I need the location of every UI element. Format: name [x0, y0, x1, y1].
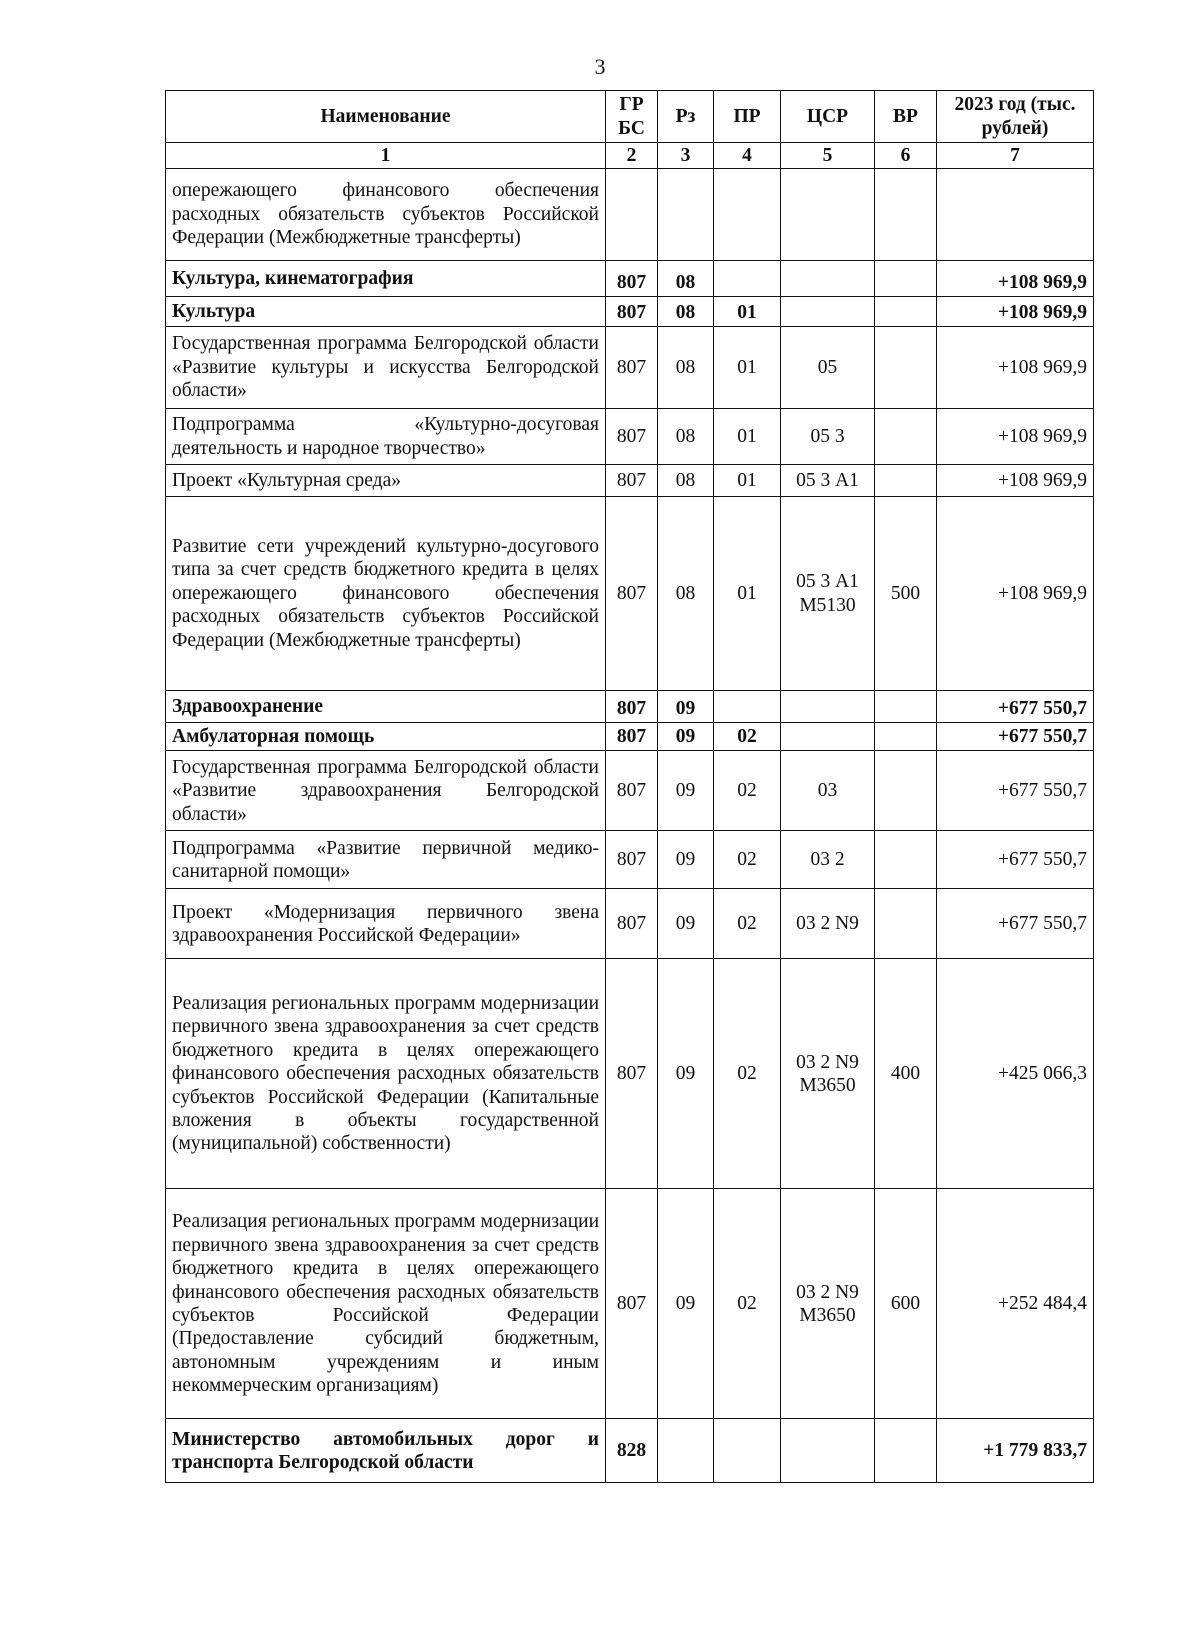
row-amount: +677 550,7 [937, 723, 1094, 751]
row-csr: 03 2 N9 М3650 [781, 1189, 875, 1419]
row-grbs: 807 [606, 889, 658, 959]
header-rz: Рз [658, 91, 714, 143]
row-grbs: 807 [606, 261, 658, 297]
row-pr: 02 [714, 1189, 781, 1419]
row-amount: +677 550,7 [937, 751, 1094, 831]
row-name: Культура [166, 297, 606, 327]
row-csr [781, 297, 875, 327]
row-amount: +1 779 833,7 [937, 1419, 1094, 1483]
row-grbs: 807 [606, 409, 658, 465]
row-vr [875, 465, 937, 497]
table-row [166, 1189, 1094, 1419]
row-grbs: 807 [606, 723, 658, 751]
table-row [166, 831, 1094, 889]
row-name: Амбулаторная помощь [166, 723, 606, 751]
header-vr: ВР [875, 91, 937, 143]
table-row [166, 327, 1094, 409]
row-pr: 02 [714, 959, 781, 1189]
row-name: Подпрограмма «Развитие первичной медико-санитарной помощи» [166, 831, 606, 889]
row-amount: +108 969,9 [937, 409, 1094, 465]
row-vr [875, 327, 937, 409]
row-csr [781, 1419, 875, 1483]
row-vr: 500 [875, 497, 937, 691]
table-row [166, 297, 1094, 327]
row-vr [875, 691, 937, 723]
header-row [166, 91, 1094, 143]
row-grbs [606, 169, 658, 261]
row-vr [875, 409, 937, 465]
row-vr [875, 831, 937, 889]
row-amount: +108 969,9 [937, 297, 1094, 327]
row-csr: 03 2 N9 [781, 889, 875, 959]
row-pr: 01 [714, 327, 781, 409]
row-name: Проект «Культурная среда» [166, 465, 606, 497]
row-csr: 05 3 [781, 409, 875, 465]
row-pr: 01 [714, 409, 781, 465]
row-pr: 02 [714, 831, 781, 889]
row-csr: 03 [781, 751, 875, 831]
row-grbs: 828 [606, 1419, 658, 1483]
row-rz: 08 [658, 297, 714, 327]
row-amount: +108 969,9 [937, 465, 1094, 497]
column-number: 2 [606, 143, 658, 169]
table-row [166, 465, 1094, 497]
row-amount [937, 169, 1094, 261]
header-name: Наименование [166, 91, 606, 143]
table-row [166, 751, 1094, 831]
table-row [166, 723, 1094, 751]
row-vr [875, 751, 937, 831]
row-amount: +677 550,7 [937, 831, 1094, 889]
row-csr [781, 169, 875, 261]
row-name: Здравоохранение [166, 691, 606, 723]
row-name: Подпрограмма «Культурно-досуговая деятельность и народное творчество» [166, 409, 606, 465]
row-pr: 01 [714, 297, 781, 327]
table-row [166, 1419, 1094, 1483]
row-name: Государственная программа Белгородской области «Развитие здравоохранения Белгородской области» [166, 751, 606, 831]
column-number: 4 [714, 143, 781, 169]
row-name: Министерство автомобильных дорог и транспорта Белгородской области [166, 1419, 606, 1483]
row-csr: 05 3 А1 М5130 [781, 497, 875, 691]
row-rz: 09 [658, 1189, 714, 1419]
table-row [166, 497, 1094, 691]
row-rz: 09 [658, 751, 714, 831]
row-vr [875, 297, 937, 327]
row-rz: 09 [658, 831, 714, 889]
row-rz: 08 [658, 465, 714, 497]
row-grbs: 807 [606, 751, 658, 831]
row-rz [658, 169, 714, 261]
row-name: Проект «Модернизация первичного звена здравоохранения Российской Федерации» [166, 889, 606, 959]
row-vr [875, 261, 937, 297]
row-grbs: 807 [606, 327, 658, 409]
row-pr: 02 [714, 889, 781, 959]
row-pr [714, 261, 781, 297]
row-name: Реализация региональных программ модернизации первичного звена здравоохранения за счет средств бюджетного кредита в целях опережающего финансового обеспечения расходных обязательств субъектов Российской Федерации (Капитальные вложения в объекты государственной (муниципальной) собственности) [166, 959, 606, 1189]
row-csr: 05 3 А1 [781, 465, 875, 497]
row-grbs: 807 [606, 297, 658, 327]
row-rz: 09 [658, 691, 714, 723]
row-pr: 01 [714, 465, 781, 497]
row-grbs: 807 [606, 465, 658, 497]
header-amount: 2023 год (тыс. рублей) [937, 91, 1094, 143]
column-number: 5 [781, 143, 875, 169]
row-name: опережающего финансового обеспечения расходных обязательств субъектов Российской Федерации (Межбюджетные трансферты) [166, 169, 606, 261]
row-csr [781, 261, 875, 297]
row-rz: 09 [658, 723, 714, 751]
row-grbs: 807 [606, 831, 658, 889]
table-row [166, 959, 1094, 1189]
row-grbs: 807 [606, 959, 658, 1189]
row-csr: 05 [781, 327, 875, 409]
row-rz: 09 [658, 959, 714, 1189]
column-number-row [166, 143, 1094, 169]
row-vr [875, 889, 937, 959]
row-pr [714, 1419, 781, 1483]
table-row [166, 691, 1094, 723]
column-number: 1 [166, 143, 606, 169]
row-rz [658, 1419, 714, 1483]
row-name: Развитие сети учреждений культурно-досугового типа за счет средств бюджетного кредита в целях опережающего финансового обеспечения расходных обязательств субъектов Российской Федерации (Межбюджетные трансферты) [166, 497, 606, 691]
header-pr: ПР [714, 91, 781, 143]
row-amount: +108 969,9 [937, 261, 1094, 297]
row-rz: 09 [658, 889, 714, 959]
column-number: 7 [937, 143, 1094, 169]
row-vr: 400 [875, 959, 937, 1189]
row-rz: 08 [658, 409, 714, 465]
row-csr: 03 2 [781, 831, 875, 889]
row-amount: +108 969,9 [937, 497, 1094, 691]
table-row [166, 261, 1094, 297]
row-amount: +252 484,4 [937, 1189, 1094, 1419]
row-amount: +108 969,9 [937, 327, 1094, 409]
row-pr: 02 [714, 751, 781, 831]
row-vr [875, 1419, 937, 1483]
row-amount: +425 066,3 [937, 959, 1094, 1189]
row-rz: 08 [658, 327, 714, 409]
row-vr: 600 [875, 1189, 937, 1419]
budget-table [165, 90, 1094, 1483]
row-grbs: 807 [606, 691, 658, 723]
table-row [166, 889, 1094, 959]
table-row [166, 409, 1094, 465]
header-grbs: ГР БС [606, 91, 658, 143]
row-name: Государственная программа Белгородской области «Развитие культуры и искусства Белгородской области» [166, 327, 606, 409]
row-csr [781, 723, 875, 751]
row-grbs: 807 [606, 497, 658, 691]
row-pr: 02 [714, 723, 781, 751]
row-grbs: 807 [606, 1189, 658, 1419]
column-number: 3 [658, 143, 714, 169]
row-csr: 03 2 N9 М3650 [781, 959, 875, 1189]
row-vr [875, 169, 937, 261]
column-number: 6 [875, 143, 937, 169]
row-pr: 01 [714, 497, 781, 691]
row-name: Реализация региональных программ модернизации первичного звена здравоохранения за счет средств бюджетного кредита в целях опережающего финансового обеспечения расходных обязательств субъектов Российской Федерации (Предоставление субсидий бюджетным, автономным учреждениям и иным некоммерческим организациям) [166, 1189, 606, 1419]
table-row [166, 169, 1094, 261]
header-csr: ЦСР [781, 91, 875, 143]
row-amount: +677 550,7 [937, 691, 1094, 723]
row-vr [875, 723, 937, 751]
row-pr [714, 169, 781, 261]
row-name: Культура, кинематография [166, 261, 606, 297]
row-pr [714, 691, 781, 723]
row-rz: 08 [658, 261, 714, 297]
row-amount: +677 550,7 [937, 889, 1094, 959]
row-csr [781, 691, 875, 723]
row-rz: 08 [658, 497, 714, 691]
page-number: 3 [594, 54, 606, 79]
